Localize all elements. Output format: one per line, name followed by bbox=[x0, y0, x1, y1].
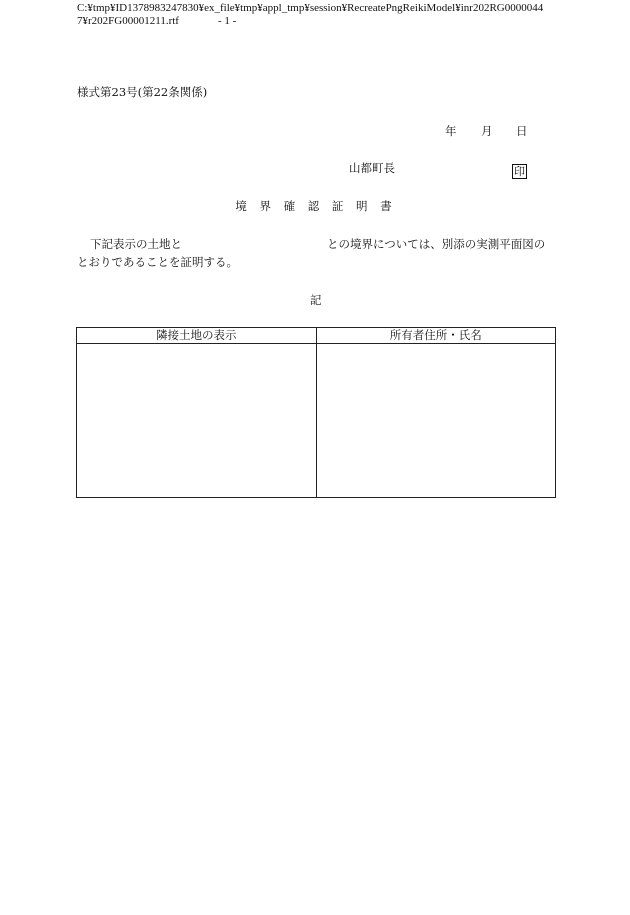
title-char: 確 bbox=[283, 199, 296, 213]
table-row bbox=[77, 344, 556, 498]
table-header-row bbox=[77, 328, 556, 344]
seal-mark bbox=[512, 160, 527, 179]
title-char: 書 bbox=[380, 199, 392, 213]
title-char: 界 bbox=[259, 199, 271, 213]
ki-mark: 記 bbox=[310, 293, 322, 307]
title-char: 証 bbox=[331, 199, 344, 213]
header-owner-address-name: 所有者住所・氏名 bbox=[316, 328, 556, 344]
seal-char: 印 bbox=[514, 165, 525, 178]
body-text-part1: 下記表示の土地と bbox=[90, 237, 182, 251]
adjacent-land-table bbox=[76, 327, 556, 498]
file-path-line-1: C:¥tmp¥ID1378983247830¥ex_file¥tmp¥appl_tmp¥session¥RecreatePngReikiModel¥inr202RG0000044 bbox=[77, 2, 544, 14]
title-char: 境 bbox=[235, 199, 247, 213]
date-month: 月 bbox=[481, 124, 493, 138]
cell-owner-address-name bbox=[316, 344, 556, 498]
page-number: - 1 - bbox=[218, 15, 237, 27]
title-char: 認 bbox=[307, 199, 320, 213]
body-text-line2: とおりであることを証明する。 bbox=[77, 255, 238, 269]
date-year: 年 bbox=[445, 124, 457, 138]
title-char: 明 bbox=[355, 199, 368, 213]
document-title bbox=[229, 198, 398, 214]
header-adjacent-land: 隣接土地の表示 bbox=[77, 328, 317, 344]
date-day: 日 bbox=[516, 124, 528, 138]
cell-adjacent-land bbox=[77, 344, 317, 498]
form-number: 様式第23号(第22条関係) bbox=[77, 85, 208, 99]
body-text-part2: との境界については、別添の実測平面図の bbox=[327, 237, 546, 251]
issuer-name: 山都町長 bbox=[349, 161, 395, 175]
file-path-line-2: 7¥r202FG00001211.rtf bbox=[77, 15, 179, 27]
